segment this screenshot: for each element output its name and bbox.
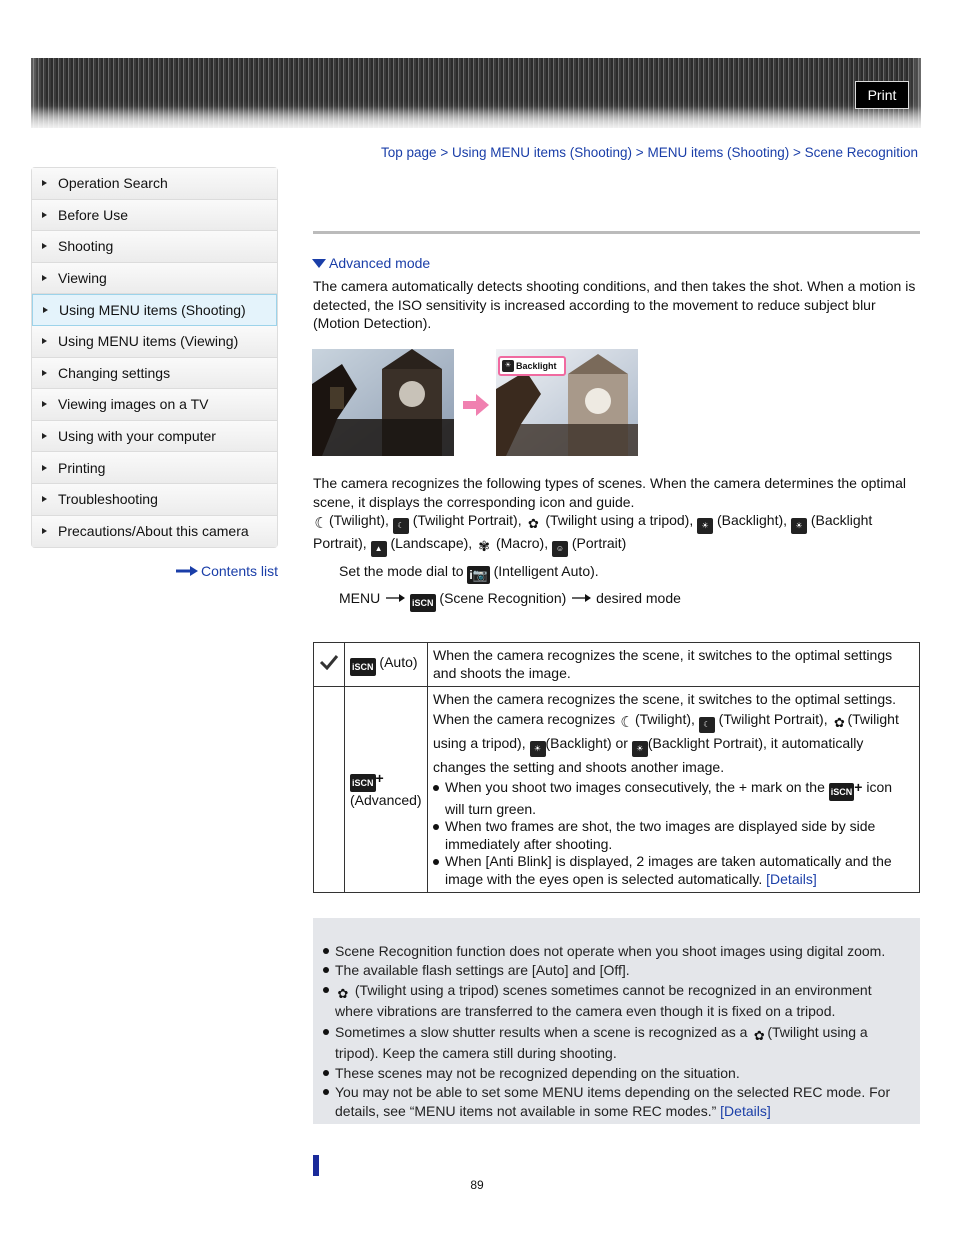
arrow-right-icon [42,275,47,281]
note-text: Scene Recognition function does not operate when you shoot images using digital zoom. [335,943,886,959]
note-text-a: You may not be able to set some MENU items depending on the selected REC mode. For details, see “MENU items not available in some REC modes.” [335,1084,891,1119]
breadcrumb-menu-items-shooting[interactable]: MENU items (Shooting) [647,145,790,160]
list-item [433,818,914,853]
step-1 [339,562,899,584]
list-item [433,853,914,888]
mode-cell [345,687,428,893]
scene-twilight: (Twilight), [329,512,389,529]
tripod-icon: ✿ [528,516,539,532]
sidebar-item-label: Viewing [58,270,107,287]
breadcrumb-separator: > [793,145,801,160]
step-1-text-b: (Intelligent Auto). [493,563,599,579]
macro-icon: ✾ [478,538,490,555]
backlight-badge-label: Backlight [516,361,557,371]
scene-landscape: (Landscape), [390,535,473,552]
backlight-icon: ☀ [697,518,713,534]
step-1-text-a: Set the mode dial to [339,563,464,579]
iscn-plus-icon: iSCN [350,774,376,792]
sidebar-item-label: Using MENU items (Shooting) [59,302,246,319]
sidebar-item-label: Printing [58,459,106,476]
note-text-b: (Twilight using a tripod). Keep the camera still during shooting. [335,1024,868,1062]
scene-portrait: (Portrait) [571,535,627,552]
tripod-icon: ✿ [337,985,349,1001]
recognize-text [313,474,917,557]
title-divider [313,231,920,234]
bullet-text [445,779,914,819]
landscape-icon: ▲ [371,541,387,557]
breadcrumb-separator: > [635,145,644,160]
table-row [314,687,920,893]
twilight-icon: ☾ [314,515,328,533]
note-text [335,1083,910,1120]
mode-auto-label: (Auto) [379,653,418,670]
page-number: 89 [470,1178,484,1192]
arrow-right-icon [42,338,47,344]
list-item [323,942,910,960]
breadcrumb-using-menu-shooting[interactable]: Using MENU items (Shooting) [451,145,633,160]
scene-macro: (Macro), [495,535,549,552]
iscn-icon: iSCN [350,658,376,676]
sidebar-item-label: Viewing images on a TV [58,396,209,413]
sidebar-item-label: Shooting [58,238,114,255]
advanced-mode-link[interactable] [312,255,430,271]
list-item [323,981,910,1021]
mode-advanced-label: (Advanced) [350,791,422,808]
bullet-icon [323,1070,329,1076]
mode-table [313,642,920,893]
mode-desc-cell [428,687,920,893]
bullet-icon [323,948,329,954]
note-text-a: Sometimes a slow shutter results when a scene is recognized as a [335,1024,748,1041]
checkmark-icon [319,654,339,670]
arrow-right-icon [42,243,47,249]
notes-box [313,918,920,1124]
step-2-menu: MENU [339,590,381,606]
arrow-right-icon [42,370,47,376]
iscn-plus-icon: iSCN [829,783,855,801]
note-text: These scenes may not be recognized depending on the situation. [335,1064,740,1081]
backlight-portrait-icon: ☀ [791,518,807,534]
photo-after [496,349,638,456]
adv-desc-2-text: (Twilight using a tripod), [433,710,899,751]
default-check-cell [314,643,345,687]
adv-desc-2 [433,709,914,777]
sidebar-item-shooting[interactable] [32,231,277,263]
advanced-mode-label: Advanced mode [329,255,431,271]
table-row [314,643,920,687]
list-item [433,779,914,819]
intro-text: The camera automatically detects shooting conditions, and then takes the shot. When a motion is detected, the ISO sensitivity is increased according to the movement to reduce subject blur (Motion Detection). [313,278,916,332]
print-button[interactable]: Print [855,81,909,109]
plus-icon: + [854,778,863,795]
backlight-badge [498,356,566,376]
recognize-intro: The camera recognizes the following types of scenes. When the camera determines the optimal scene, it displays the corresponding icon and guide. [313,475,906,510]
arrow-right-icon [570,594,592,602]
sidebar-item-before-use[interactable] [32,200,277,232]
sidebar-item-precautions[interactable] [32,516,277,548]
bullet-icon [323,1089,329,1095]
scene-backlight: (Backlight), [717,512,788,529]
bullet-icon [323,1029,329,1035]
details-link[interactable]: [Details] [720,1102,771,1119]
arrow-right-icon [42,433,47,439]
sidebar-item-operation-search[interactable] [32,168,277,200]
bullet-text-a: When [Anti Blink] is displayed, 2 images are taken automatically and the image with the eyes open is selected automatically. [445,853,892,887]
note-text [335,1023,910,1062]
note-text [335,981,910,1021]
bullet-text [445,853,914,888]
step-2 [339,589,899,612]
adv-desc-2-text: When the camera recognizes [433,710,616,727]
contents-list-label: Contents list [201,563,279,579]
sidebar-item-using-computer[interactable] [32,421,277,453]
arrow-right-icon [42,401,47,407]
backlight-icon: ☀ [530,741,546,757]
adv-desc-2-text: (Backlight Portrait), it automatically changes the setting and shoots another image. [433,734,864,775]
arrow-right-icon [42,180,47,186]
intelligent-auto-icon: i📷 [469,568,488,582]
sidebar-item-label: Before Use [58,206,129,223]
adv-desc-2-text: (Twilight Portrait), [718,710,828,727]
mode-desc-cell: When the camera recognizes the scene, it switches to the optimal settings and shoots the image. [428,643,920,687]
list-item [323,1083,910,1120]
section-marker [313,1155,319,1176]
sidebar-nav [31,167,278,548]
list-item [323,1023,910,1062]
bullet-icon [323,987,329,993]
tripod-icon: ✿ [753,1028,765,1044]
photo-before [312,349,454,456]
arrow-right-icon [384,594,406,602]
note-text-a: (Twilight using a tripod) scenes sometimes cannot be recognized in an environment where vibrations are transferred to the camera even though it is fixed on a tripod. [335,981,872,1019]
tripod-icon: ✿ [834,714,845,730]
scene-backlight-portrait: (Backlight Portrait), [313,512,873,552]
arrow-right-icon [42,212,47,218]
bullet-icon [433,785,439,791]
twilight-portrait-icon: ☾ [699,717,715,733]
sidebar-item-troubleshooting[interactable] [32,484,277,516]
scene-twilight-tripod: (Twilight using a tripod), [545,512,694,529]
arrow-right-icon [42,528,47,534]
sidebar-item-changing-settings[interactable] [32,358,277,390]
sidebar-item-label: Operation Search [58,175,168,192]
details-link[interactable]: [Details] [766,870,817,887]
twilight-icon: ☾ [620,713,634,731]
breadcrumb-separator: > [440,145,449,160]
breadcrumb-scene-recognition[interactable]: Scene Recognition [804,145,918,160]
iscn-icon: iSCN [410,594,436,612]
sidebar-item-using-menu-shooting[interactable] [32,294,277,326]
sidebar-item-label: Using with your computer [58,428,216,445]
adv-desc-2-text: (Twilight), [634,710,695,727]
portrait-icon: ☺ [552,541,568,557]
step-2-desired-mode: desired mode [596,590,681,606]
arrow-right-icon [43,307,48,313]
adv-desc-1: When the camera recognizes the scene, it switches to the optimal settings. [433,691,897,707]
sidebar-item-label: Changing settings [58,364,171,381]
bullet-text: When two frames are shot, the two images are displayed side by side immediately after shooting. [445,818,876,852]
sidebar-item-printing[interactable] [32,452,277,484]
bullet-icon [433,824,439,830]
list-item [323,961,910,979]
list-item [323,1064,910,1082]
plus-icon: + [375,769,384,786]
arrow-right-icon [463,394,489,419]
step-2-scene-recognition: (Scene Recognition) [439,590,567,606]
adv-desc-2-text: (Backlight) or [545,734,628,751]
arrow-right-icon [176,566,198,576]
sidebar-item-label: Using MENU items (Viewing) [58,333,239,350]
breadcrumb-top-page[interactable]: Top page [380,145,437,160]
sidebar-item-viewing[interactable] [32,263,277,295]
bullet-text-a: When you shoot two images consecutively, the + mark on the [445,778,825,795]
breadcrumb [381,145,918,160]
twilight-portrait-icon: ☾ [393,518,409,534]
backlight-icon: ☀ [502,360,514,372]
triangle-down-icon [312,259,326,268]
bullet-icon [433,859,439,865]
sidebar-item-label: Troubleshooting [58,491,158,508]
empty-cell [314,687,345,893]
contents-list-link[interactable] [176,563,278,579]
sidebar-item-label: Precautions/About this camera [58,523,249,540]
note-text: The available flash settings are [Auto] and [Off]. [335,962,630,979]
arrow-right-icon [42,465,47,471]
mode-cell [345,643,428,687]
sidebar-item-using-menu-viewing[interactable] [32,326,277,358]
arrow-right-icon [42,496,47,502]
bullet-text-b: icon will turn green. [445,778,893,817]
backlight-portrait-icon: ☀ [632,741,648,757]
scene-twilight-portrait: (Twilight Portrait), [412,512,522,529]
bullet-icon [323,967,329,973]
sidebar-item-viewing-on-tv[interactable] [32,389,277,421]
header-banner [31,58,921,128]
